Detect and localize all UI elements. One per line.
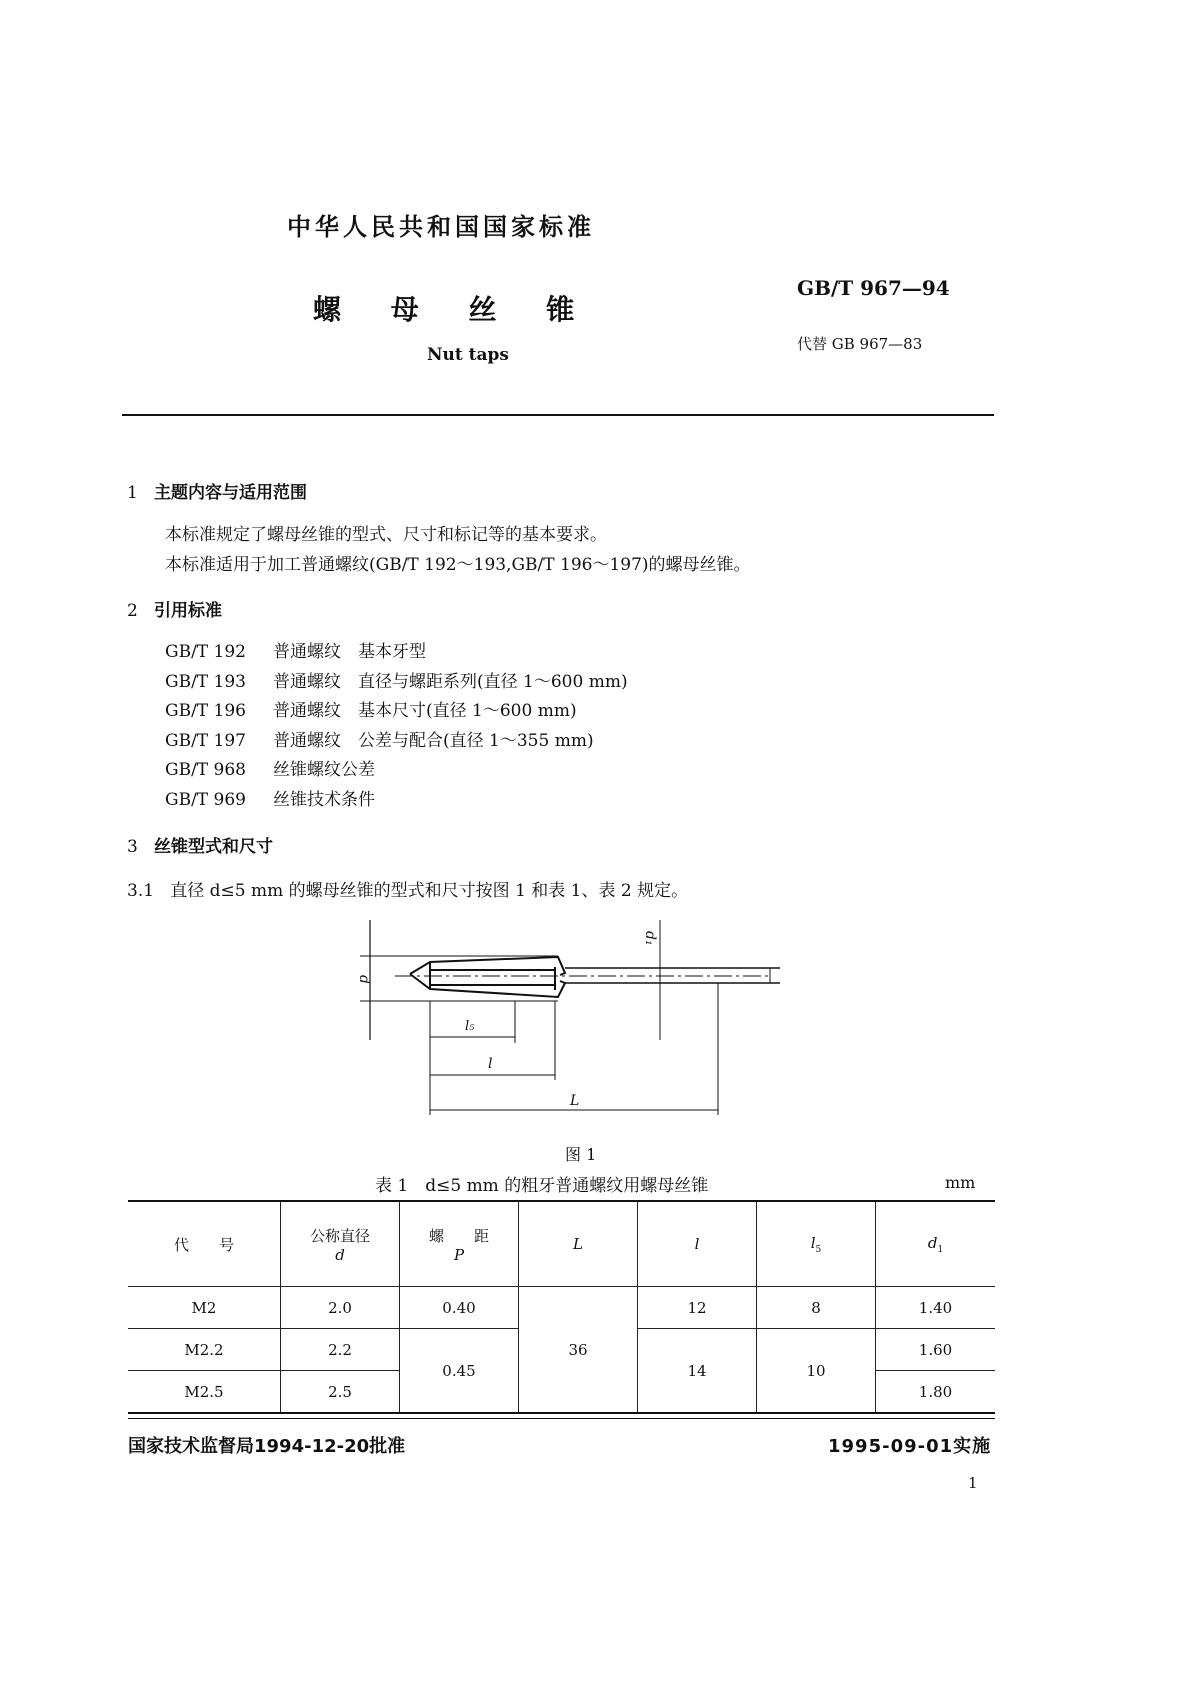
- figure-1-tap-drawing: [350, 915, 780, 1125]
- reference-item: GB/T 197 普通螺纹 公差与配合(直径 1～355 mm): [165, 730, 594, 751]
- dim-label-l5: l₅: [465, 1019, 475, 1034]
- cell-p: 0.45: [400, 1329, 519, 1414]
- reference-item: GB/T 196 普通螺纹 基本尺寸(直径 1～600 mm): [165, 701, 577, 722]
- paragraph: 本标准规定了螺母丝锥的型式、尺寸和标记等的基本要求。: [165, 525, 607, 545]
- cell-p: 0.40: [400, 1287, 519, 1329]
- header-code: 代 号: [128, 1201, 281, 1287]
- cell-l5: 10: [757, 1329, 876, 1414]
- header-diameter: 公称直径 d: [281, 1201, 400, 1287]
- header-L: L: [519, 1201, 638, 1287]
- reference-item: GB/T 969 丝锥技术条件: [165, 789, 375, 810]
- page-number: 1: [968, 1474, 978, 1492]
- reference-list: [165, 638, 628, 816]
- doc-title-en: Nut taps: [427, 345, 509, 365]
- header-rule: [122, 414, 994, 416]
- table-unit: mm: [945, 1173, 976, 1192]
- cell-L: 36: [519, 1287, 638, 1414]
- header-l: l: [638, 1201, 757, 1287]
- cell-code: M2: [128, 1287, 281, 1329]
- paragraph: 本标准适用于加工普通螺纹(GB/T 192～193,GB/T 196～197)的螺母丝锥。: [165, 555, 751, 575]
- approval-date: 国家技术监督局1994-12-20批准: [128, 1436, 406, 1457]
- section-3-heading: 3 丝锥型式和尺寸: [127, 837, 274, 857]
- cell-code: M2.2: [128, 1329, 281, 1371]
- figure-caption: 图 1: [565, 1145, 597, 1164]
- standard-number: GB/T 967—94: [797, 276, 950, 300]
- cell-l5: 8: [757, 1287, 876, 1329]
- cell-l: 14: [638, 1329, 757, 1414]
- dim-label-d1: d₁: [642, 931, 658, 946]
- section-2-heading: 2 引用标准: [127, 601, 223, 621]
- cell-l: 12: [638, 1287, 757, 1329]
- cell-d: 2.5: [281, 1371, 400, 1414]
- dim-label-L: L: [570, 1093, 580, 1109]
- cell-d1: 1.40: [876, 1287, 996, 1329]
- dim-label-l: l: [488, 1056, 493, 1072]
- table-header-row: [128, 1201, 995, 1287]
- cell-d: 2.0: [281, 1287, 400, 1329]
- header-l5: $l_5$: [757, 1201, 876, 1287]
- header-pitch: 螺 距 P: [400, 1201, 519, 1287]
- dimension-table: [128, 1200, 995, 1414]
- cell-code: M2.5: [128, 1371, 281, 1414]
- doc-title: 螺 母 丝 锥: [313, 293, 575, 326]
- header-d1: $d_1$: [876, 1201, 996, 1287]
- clause-3-1: 3.1 直径 d≤5 mm 的螺母丝锥的型式和尺寸按图 1 和表 1、表 2 规定。: [127, 881, 689, 901]
- replaces-note: 代替 GB 967—83: [797, 335, 923, 353]
- cell-d1: 1.60: [876, 1329, 996, 1371]
- dim-label-d: d: [356, 975, 372, 984]
- reference-item: GB/T 192 普通螺纹 基本牙型: [165, 642, 426, 662]
- table-row: [128, 1287, 995, 1329]
- section-1-heading: 1 主题内容与适用范围: [127, 483, 308, 503]
- table-caption: 表 1 d≤5 mm 的粗牙普通螺纹用螺母丝锥: [375, 1176, 709, 1196]
- cell-d: 2.2: [281, 1329, 400, 1371]
- reference-item: GB/T 193 普通螺纹 直径与螺距系列(直径 1～600 mm): [165, 671, 628, 692]
- cell-d1: 1.80: [876, 1371, 996, 1414]
- effective-date: 1995-09-01实施: [828, 1436, 992, 1457]
- footer-rule: [128, 1418, 995, 1419]
- country-title: 中华人民共和国国家标准: [287, 213, 595, 241]
- reference-item: GB/T 968 丝锥螺纹公差: [165, 760, 375, 781]
